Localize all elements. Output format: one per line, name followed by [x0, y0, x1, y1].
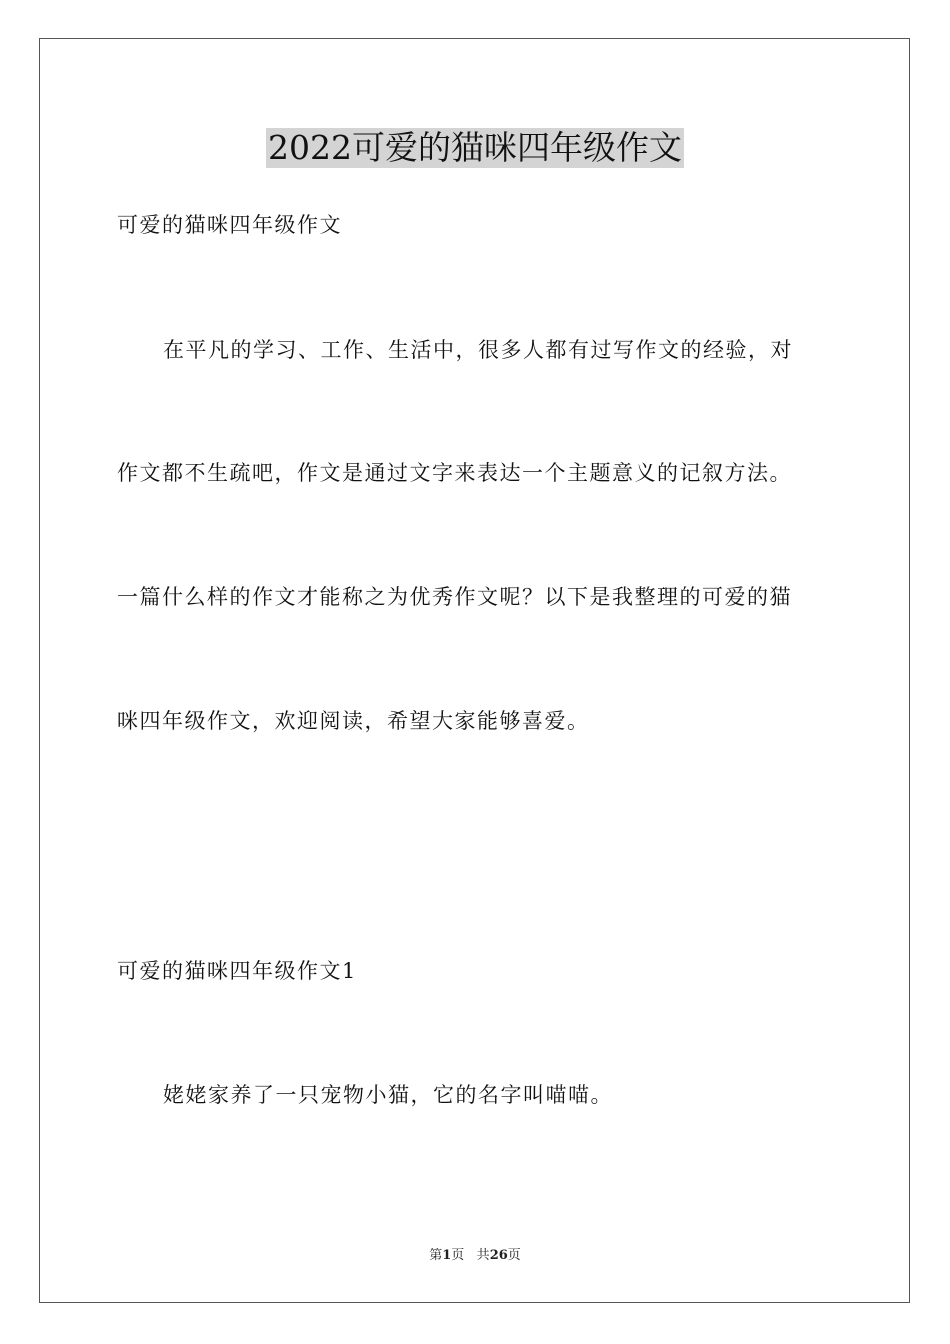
intro-line-2: 作文都不生疏吧，作文是通过文字来表达一个主题意义的记叙方法。: [117, 461, 792, 485]
section-heading: 可爱的猫咪四年级作文1: [117, 959, 357, 983]
section-paragraph-line: 姥姥家养了一只宠物小猫，它的名字叫喵喵。: [163, 1083, 613, 1107]
intro-line-4: 咪四年级作文，欢迎阅读，希望大家能够喜爱。: [117, 709, 590, 733]
footer-total-pages: 26: [489, 1248, 508, 1263]
footer-page-prefix: 第: [429, 1248, 443, 1263]
footer-total-suffix: 页: [507, 1248, 521, 1263]
intro-line-3: 一篇什么样的作文才能称之为优秀作文呢？以下是我整理的可爱的猫: [117, 585, 792, 609]
title-container: [0, 128, 950, 168]
footer-page-number: 1: [442, 1248, 452, 1263]
intro-line-1: 在平凡的学习、工作、生活中，很多人都有过写作文的经验，对: [163, 338, 793, 362]
page-footer: [0, 1247, 950, 1265]
document-subtitle: 可爱的猫咪四年级作文: [117, 213, 342, 237]
footer-page-suffix: 页: [451, 1248, 465, 1263]
footer-total-prefix: 共: [476, 1248, 490, 1263]
document-title: 2022可爱的猫咪四年级作文: [268, 128, 682, 167]
